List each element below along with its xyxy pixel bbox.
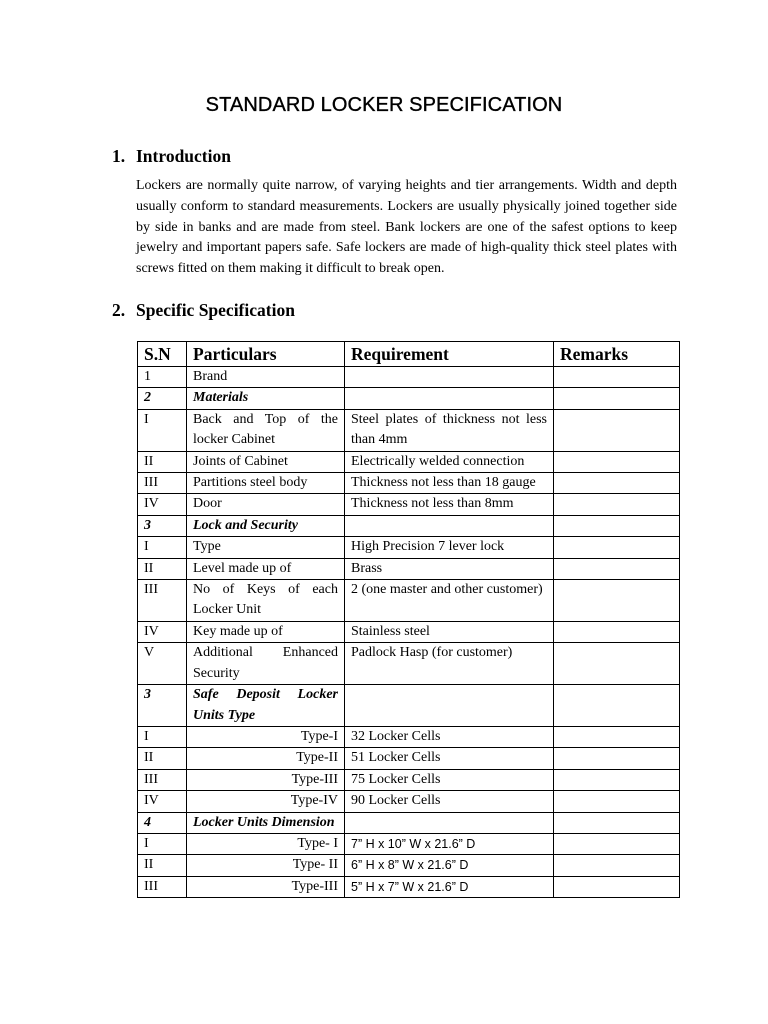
cell-particular: Type- II	[187, 855, 345, 876]
cell-sn: II	[138, 748, 187, 769]
table-row	[138, 580, 680, 622]
cell-requirement: 5” H x 7” W x 21.6” D	[345, 876, 554, 897]
table-row	[138, 473, 680, 494]
table-row	[138, 537, 680, 558]
cell-remarks	[554, 876, 680, 897]
table-row-section	[138, 685, 680, 727]
cell-remarks	[554, 580, 680, 622]
cell-sn: III	[138, 580, 187, 622]
section-number: 1.	[112, 146, 126, 166]
table-row	[138, 621, 680, 642]
section-title: Introduction	[136, 146, 231, 166]
cell-remarks	[554, 621, 680, 642]
cell-remarks	[554, 515, 680, 536]
cell-requirement: 75 Locker Cells	[345, 769, 554, 790]
table-row-section	[138, 812, 680, 833]
cell-particular: Brand	[187, 367, 345, 388]
cell-sn: IV	[138, 791, 187, 812]
cell-requirement: 7” H x 10” W x 21.6” D	[345, 833, 554, 854]
cell-sn: III	[138, 473, 187, 494]
cell-requirement: Stainless steel	[345, 621, 554, 642]
cell-sn: 3	[138, 515, 187, 536]
cell-sn: V	[138, 643, 187, 685]
table-row	[138, 558, 680, 579]
cell-remarks	[554, 367, 680, 388]
cell-particular: Type-III	[187, 876, 345, 897]
cell-sn: I	[138, 409, 187, 451]
cell-sn: III	[138, 769, 187, 790]
table-row	[138, 643, 680, 685]
cell-remarks	[554, 769, 680, 790]
cell-requirement: 51 Locker Cells	[345, 748, 554, 769]
cell-requirement	[345, 367, 554, 388]
cell-particular: Lock and Security	[187, 515, 345, 536]
cell-remarks	[554, 812, 680, 833]
cell-sn: IV	[138, 494, 187, 515]
intro-paragraph: Lockers are normally quite narrow, of varying heights and tier arrangements. Width and depth usually conform to standard measurements. Lockers are usually physically joined together side by side in banks and are made from steel. Bank lockers are one of the safest options to keep jewelry and important papers safe. Safe lockers are made of high-quality thick steel plates with screws fitted on them making it difficult to break open.	[136, 178, 677, 277]
cell-sn: IV	[138, 621, 187, 642]
table-row	[138, 876, 680, 897]
cell-requirement: 2 (one master and other customer)	[345, 580, 554, 622]
cell-sn: I	[138, 833, 187, 854]
cell-requirement	[345, 812, 554, 833]
cell-remarks	[554, 388, 680, 409]
cell-particular: Type-I	[187, 726, 345, 747]
table-row	[138, 791, 680, 812]
cell-remarks	[554, 494, 680, 515]
cell-remarks	[554, 726, 680, 747]
table-row	[138, 855, 680, 876]
header-sn: S.N	[138, 342, 187, 367]
specification-table	[137, 341, 680, 898]
cell-particular: Back and Top of the locker Cabinet	[187, 409, 345, 451]
cell-requirement: Padlock Hasp (for customer)	[345, 643, 554, 685]
cell-particular: Type	[187, 537, 345, 558]
cell-particular: Key made up of	[187, 621, 345, 642]
cell-particular: Door	[187, 494, 345, 515]
table-row	[138, 769, 680, 790]
cell-remarks	[554, 643, 680, 685]
table-row	[138, 451, 680, 472]
document-title: STANDARD LOCKER SPECIFICATION	[205, 94, 563, 116]
cell-particular: Joints of Cabinet	[187, 451, 345, 472]
cell-particular: Type-IV	[187, 791, 345, 812]
section-heading-specific-specification	[112, 300, 295, 321]
cell-requirement: Steel plates of thickness not less than 4mm	[345, 409, 554, 451]
cell-sn: II	[138, 451, 187, 472]
cell-particular: No of Keys of each Locker Unit	[187, 580, 345, 622]
cell-remarks	[554, 748, 680, 769]
header-remarks: Remarks	[554, 342, 680, 367]
cell-requirement	[345, 388, 554, 409]
section-heading-introduction	[112, 146, 231, 167]
cell-sn: 4	[138, 812, 187, 833]
cell-particular: Type-III	[187, 769, 345, 790]
cell-particular: Locker Units Dimension	[187, 812, 345, 833]
table-header-row	[138, 342, 680, 367]
cell-remarks	[554, 855, 680, 876]
cell-sn: II	[138, 558, 187, 579]
cell-remarks	[554, 473, 680, 494]
cell-sn: II	[138, 855, 187, 876]
cell-remarks	[554, 409, 680, 451]
cell-sn: I	[138, 537, 187, 558]
cell-requirement	[345, 515, 554, 536]
cell-remarks	[554, 451, 680, 472]
cell-requirement: 32 Locker Cells	[345, 726, 554, 747]
cell-particular: Partitions steel body	[187, 473, 345, 494]
table-row	[138, 409, 680, 451]
header-particulars: Particulars	[187, 342, 345, 367]
cell-particular: Safe Deposit Locker Units Type	[187, 685, 345, 727]
cell-remarks	[554, 685, 680, 727]
cell-particular: Level made up of	[187, 558, 345, 579]
table-row	[138, 748, 680, 769]
cell-particular: Additional Enhanced Security	[187, 643, 345, 685]
cell-particular: Materials	[187, 388, 345, 409]
cell-requirement: Electrically welded connection	[345, 451, 554, 472]
cell-requirement	[345, 685, 554, 727]
cell-particular: Type- I	[187, 833, 345, 854]
cell-remarks	[554, 558, 680, 579]
table-row	[138, 833, 680, 854]
cell-sn: I	[138, 726, 187, 747]
cell-remarks	[554, 537, 680, 558]
cell-remarks	[554, 791, 680, 812]
cell-requirement: 90 Locker Cells	[345, 791, 554, 812]
table-row-section	[138, 388, 680, 409]
section-title: Specific Specification	[136, 300, 295, 320]
cell-requirement: 6” H x 8” W x 21.6” D	[345, 855, 554, 876]
table-row-section	[138, 515, 680, 536]
cell-particular: Type-II	[187, 748, 345, 769]
cell-sn: III	[138, 876, 187, 897]
table-row	[138, 494, 680, 515]
cell-requirement: High Precision 7 lever lock	[345, 537, 554, 558]
cell-requirement: Brass	[345, 558, 554, 579]
cell-sn: 3	[138, 685, 187, 727]
table-row	[138, 367, 680, 388]
cell-remarks	[554, 833, 680, 854]
cell-sn: 2	[138, 388, 187, 409]
header-requirement: Requirement	[345, 342, 554, 367]
section-number: 2.	[112, 300, 126, 320]
table-row	[138, 726, 680, 747]
cell-sn: 1	[138, 367, 187, 388]
cell-requirement: Thickness not less than 8mm	[345, 494, 554, 515]
cell-requirement: Thickness not less than 18 gauge	[345, 473, 554, 494]
